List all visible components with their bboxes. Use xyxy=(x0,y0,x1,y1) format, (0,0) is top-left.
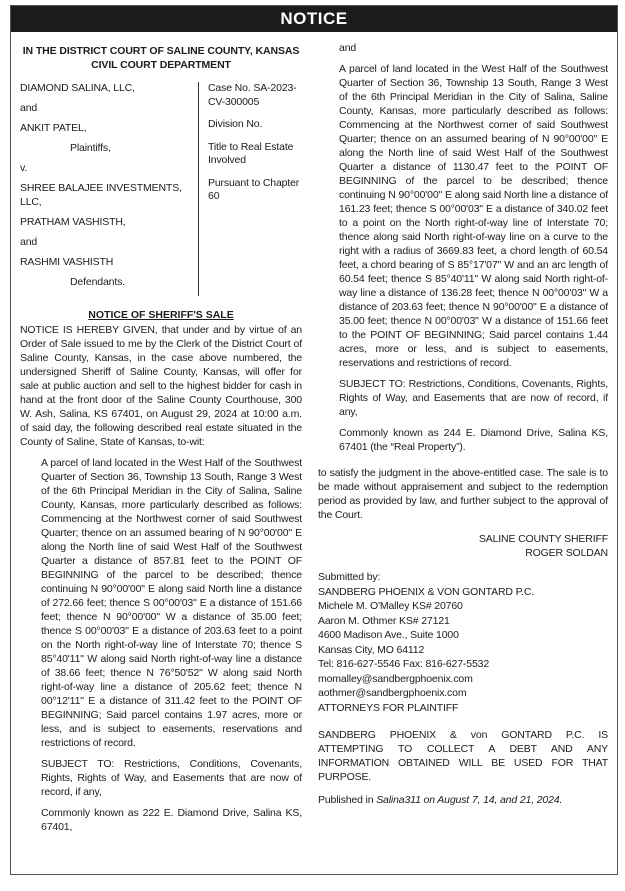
attorney-email: momalley@sandbergphoenix.com xyxy=(318,672,473,685)
case-info-cell xyxy=(198,82,302,296)
parties-cell xyxy=(20,82,198,296)
parcel-a-description: A parcel of land located in the West Half of the Southwest Quarter of Section 36, Township 13 South, Range 3 West of the 6th Principal Meridian in the City of Salina, Saline County, Kansas, more particularly described as follows: Commencing at the Northwest corner of said Southwest Quarter; thence on an assumed bearing of N 90°00'00" E along the North line of said West Half of the Southwest Quarter a distance of 857.81 feet to the POINT OF BEGINNING of the parcel to be described; thence continuing N 90°00'00" E along said North line a distance of 272.66 feet; thence S 00°00'03" E a distance of 151.66 feet; thence N 90°00'00" W a distance of 35.00 feet; thence S 00°00'03" E a distance of 203.63 feet to a point on the North right-of-way line of Interstate 70; thence S 85°40'11" W along said North right-of-way line a distance of 38.66 feet; thence N 76°50'52" W along said North right-of-way line a distance of 205.62 feet; thence N 00°12'11" E a distance of 311.42 feet to the POINT OF BEGINNING; Said parcel contains 1.97 acres, more or less, and is subject to easements, reservations and restrictions of record. xyxy=(41,456,302,749)
defendant-name: RASHMI VASHISTH xyxy=(20,255,114,268)
commonly-known-a: Commonly known as 222 E. Diamond Drive, Salina KS, 67401, xyxy=(41,806,302,833)
attorney-name: Aaron M. Othmer KS# 27121 xyxy=(318,614,450,627)
attorneys-role: ATTORNEYS FOR PLAINTIFF xyxy=(318,701,459,714)
debt-collection-notice: SANDBERG PHOENIX & von GONTARD P.C. IS ATTEMPTING TO COLLECT A DEBT AND ANY INFORMATION OBTAINED WILL BE USED FOR THAT PURPOSE. xyxy=(318,729,608,783)
sheriff-name: ROGER SOLDAN xyxy=(525,547,608,559)
defendants-label: Defendants. xyxy=(70,275,125,288)
pursuant-chapter: Pursuant to Chapter 60 xyxy=(208,176,300,202)
notice-header-bar xyxy=(11,6,617,32)
submitted-by-block xyxy=(318,570,608,715)
published-detail: Salina311 on August 7, 14, and 21, 2024. xyxy=(376,794,563,806)
law-firm-name: SANDBERG PHOENIX & VON GONTARD P.C. xyxy=(318,585,535,598)
plaintiff-name: DIAMOND SALINA, LLC, xyxy=(20,82,135,94)
and-connector: and xyxy=(339,42,357,54)
defendant-name: SHREE BALAJEE INVESTMENTS, LLC, xyxy=(20,182,182,208)
case-number: Case No. SA-2023-CV-300005 xyxy=(208,82,297,108)
published-prefix: Published in xyxy=(318,794,377,806)
division-number: Division No. xyxy=(208,118,263,130)
submitted-label: Submitted by: xyxy=(318,571,381,583)
sale-intro-paragraph: NOTICE IS HEREBY GIVEN, that under and by virtue of an Order of Sale issued to me by the Clerk of the District Court of Saline County, Kansas, in the case above numbered, the undersigned Sheriff of Saline County, Kansas, will offer for sale at public auction and sell to the highest bidder for cash in hand at the front door of the Saline County Courthouse, 300 W. Ash, Salina, KS 67401, on August 29, 2024 at 10:00 a.m. of said day, the following described real estate situated in the County of Saline, State of Kansas, to-wit: xyxy=(20,323,302,448)
attorney-email: aothmer@sandbergphoenix.com xyxy=(318,687,467,699)
firm-address-street: 4600 Madison Ave., Suite 1000 xyxy=(318,629,459,641)
title-involved: Title to Real Estate Involved xyxy=(208,140,294,166)
subject-to-a: SUBJECT TO: Restrictions, Conditions, Covenants, Rights, Rights of Way, and Easements that are now of record, if any, xyxy=(41,757,302,798)
left-column xyxy=(20,38,302,834)
court-heading-line2: CIVIL COURT DEPARTMENT xyxy=(91,59,231,71)
plaintiffs-label: Plaintiffs, xyxy=(70,142,111,154)
firm-phone-fax: Tel: 816-627-5546 Fax: 816-627-5532 xyxy=(318,658,490,670)
right-column xyxy=(318,38,608,834)
attorney-name: Michele M. O'Malley KS# 20760 xyxy=(318,600,463,612)
closing-paragraph: to satisfy the judgment in the above-entitled case. The sale is to be made without appraisement and subject to the redemption period as provided by law, and further subject to the approval of the Court. xyxy=(318,467,608,521)
sheriff-signature-block xyxy=(318,532,608,560)
parcel-b-description: A parcel of land located in the West Half of the Southwest Quarter of Section 36, Township 13 South, Range 3 West of the 6th Principal Meridian in the City of Salina, Saline County, Kansas, more particularly described as follows: Commencing at the Northwest corner of said Southwest Quarter; thence on an assumed bearing of N 90°00'00" E along the North line of said West Half of the Southwest Quarter a distance of 1130.47 feet to the POINT OF BEGINNING of the parcel to be described; thence continuing N 90°00'00" E along said North line a distance of 161.23 feet; thence S 00°00'03" E a distance of 340.02 feet to a point on the North right-of-way line of Interstate 70; thence along said North right-of-way line on a curve to the right with a radius of 3669.83 feet, a chord length of 60.54 feet, a chord bearing of S 85°17'07" W and an arc length of 60.54 feet; thence S 85°40'11" W along said North right-of-way line a distance of 136.28 feet; thence N 00°00'03" W a distance of 203.63 feet; thence N 90°00'00" E a distance of 35.00 feet; thence N 00°00'03" W a distance of 151.66 feet to the POINT OF BEGINNING; Said parcel contains 1.44 acres, more or less, and is subject to easements, reservations and restrictions of record. xyxy=(339,63,608,369)
subject-to-b: SUBJECT TO: Restrictions, Conditions, Covenants, Rights, Rights of Way, and Easements that are now of record, if any, xyxy=(339,378,608,418)
notice-title: NOTICE xyxy=(280,9,348,28)
commonly-known-b: Commonly known as 244 E. Diamond Drive, Salina KS, 67401 (the “Real Property”). xyxy=(339,427,608,453)
court-heading-line1: IN THE DISTRICT COURT OF SALINE COUNTY, KANSAS xyxy=(22,45,300,57)
plaintiff-name: ANKIT PATEL, xyxy=(20,122,87,134)
firm-address-city: Kansas City, MO 64112 xyxy=(318,643,425,656)
versus-label: v. xyxy=(20,162,28,174)
sale-notice-heading: NOTICE OF SHERIFF'S SALE xyxy=(88,308,234,321)
conjunction: and xyxy=(20,235,38,248)
two-column-layout xyxy=(11,32,617,834)
court-heading xyxy=(20,44,302,72)
publication-line xyxy=(318,793,608,807)
conjunction: and xyxy=(20,102,38,114)
sheriff-office: SALINE COUNTY SHERIFF xyxy=(478,533,608,545)
notice-frame xyxy=(10,5,618,875)
case-caption xyxy=(20,82,302,296)
defendant-name: PRATHAM VASHISTH, xyxy=(20,215,126,228)
